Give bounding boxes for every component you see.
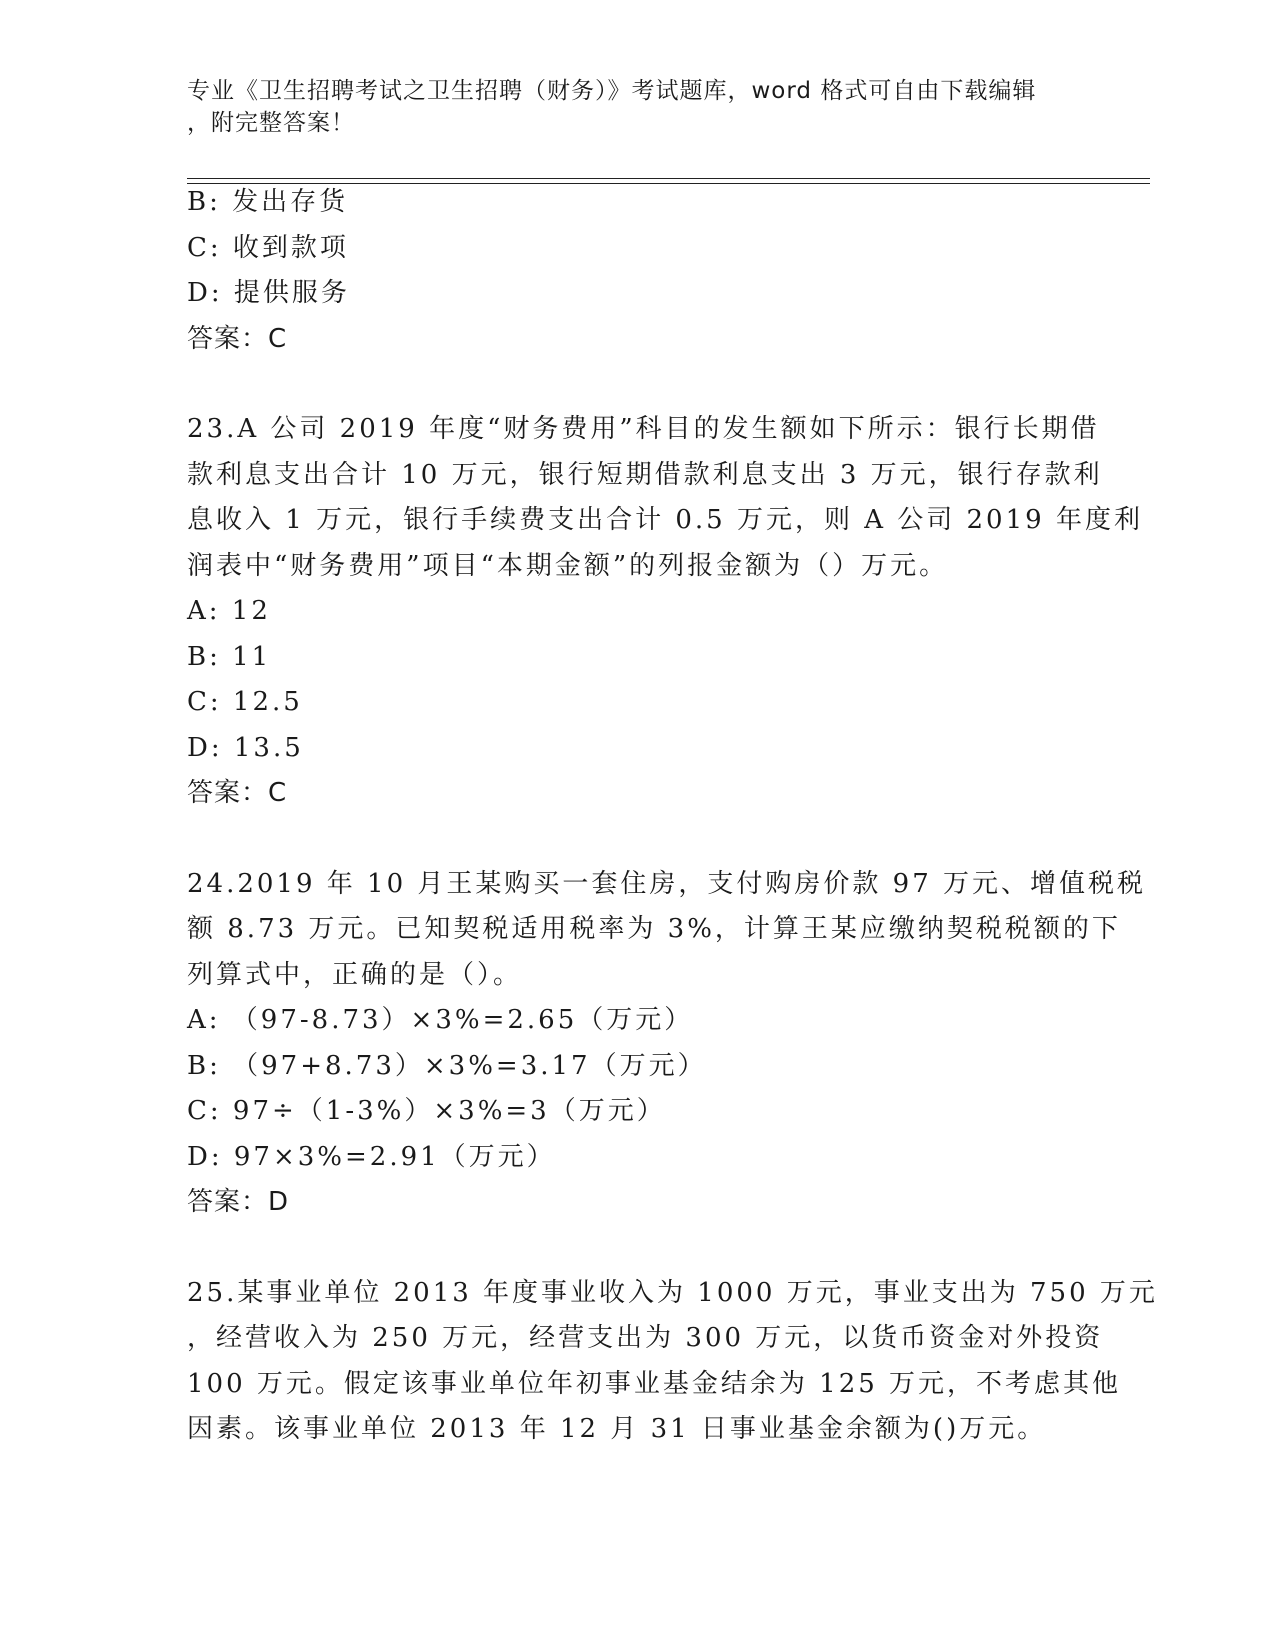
option-a: A: 12 xyxy=(187,596,271,626)
question-23-block xyxy=(187,407,1143,817)
question-content xyxy=(187,180,1158,1453)
header-title-line: 专业《卫生招聘考试之卫生招聘（财务）》考试题库，word 格式可自由下载编辑 xyxy=(187,78,1037,104)
option-b: B: 发出存货 xyxy=(187,187,349,217)
option-d: D: 提供服务 xyxy=(187,278,350,308)
question-text-line: 24.2019 年 10 月王某购买一套住房，支付购房价款 97 万元、增值税税 xyxy=(187,868,1147,899)
question-24-block xyxy=(187,862,1147,1226)
answer-line: 答案：C xyxy=(187,323,288,354)
option-c: C: 97÷（1-3%）×3%=3（万元） xyxy=(187,1096,666,1126)
question-text-line: ，经营收入为 250 万元，经营支出为 300 万元，以货币资金对外投资 xyxy=(187,1323,1104,1353)
question-text-line: 列算式中，正确的是（）。 xyxy=(187,959,523,990)
option-d: D: 13.5 xyxy=(187,732,304,763)
question-text-line: 23.A 公司 2019 年度“财务费用”科目的发生额如下所示：银行长期借 xyxy=(187,414,1100,444)
option-c: C: 收到款项 xyxy=(187,232,349,263)
option-c: C: 12.5 xyxy=(187,687,303,717)
question-25-block xyxy=(187,1271,1158,1453)
option-d: D: 97×3%=2.91（万元） xyxy=(187,1141,556,1172)
question-22-block xyxy=(187,180,1087,362)
question-text-line: 息收入 1 万元，银行手续费支出合计 0.5 万元，则 A 公司 2019 年度利 xyxy=(187,505,1143,535)
header-title-continuation: ，附完整答案！ xyxy=(187,110,355,136)
answer-line: 答案：D xyxy=(187,1187,290,1217)
question-text-line: 100 万元。假定该事业单位年初事业基金结余为 125 万元，不考虑其他 xyxy=(187,1368,1122,1399)
page-header xyxy=(187,75,1067,139)
question-text-line: 款利息支出合计 10 万元，银行短期借款利息支出 3 万元，银行存款利 xyxy=(187,459,1103,490)
question-text-line: 因素。该事业单位 2013 年 12 月 31 日事业基金余额为()万元。 xyxy=(187,1414,1047,1444)
question-text-line: 润表中“财务费用”项目“本期金额”的列报金额为（）万元。 xyxy=(187,550,949,581)
option-a: A: （97-8.73）×3%=2.65（万元） xyxy=(187,1005,694,1035)
answer-line: 答案：C xyxy=(187,778,288,808)
question-text-line: 额 8.73 万元。已知契税适用税率为 3%，计算王某应缴纳契税税额的下 xyxy=(187,914,1121,944)
option-b: B: 11 xyxy=(187,641,272,672)
option-b: B: （97+8.73）×3%=3.17（万元） xyxy=(187,1050,707,1081)
question-text-line: 25.某事业单位 2013 年度事业收入为 1000 万元，事业支出为 750 万元 xyxy=(187,1277,1158,1308)
